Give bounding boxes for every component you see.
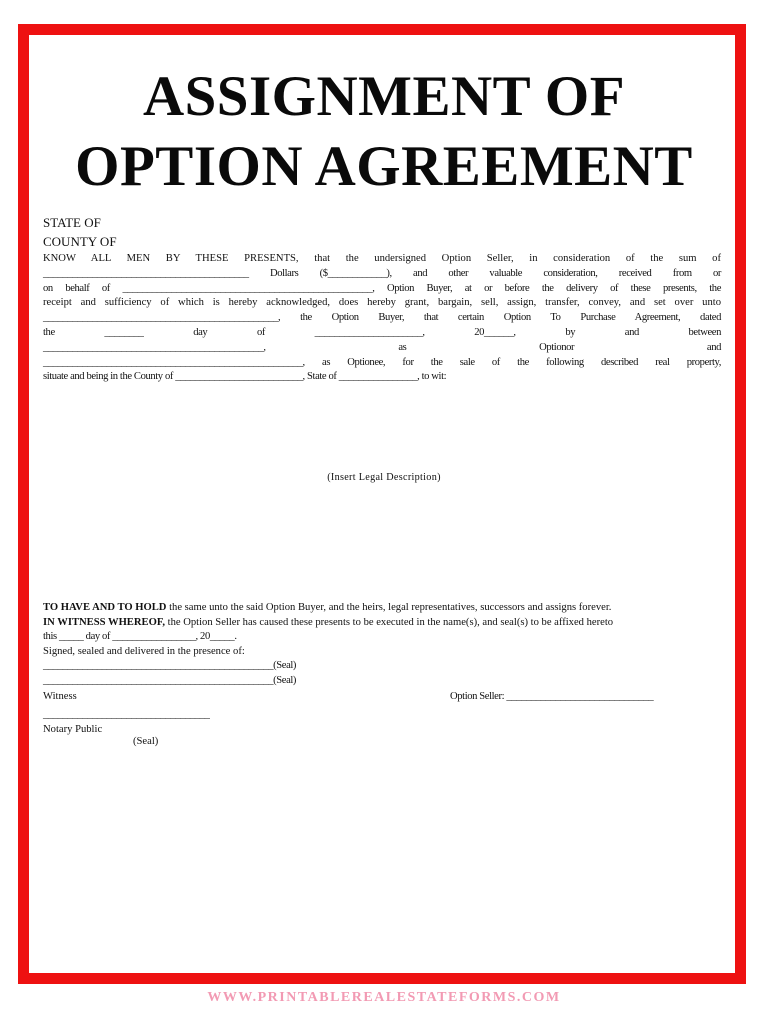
option-seller-signature: Option Seller: ______________________________: [450, 691, 654, 702]
paragraph-line: __________________________________________ Dollars ($____________), and other valuable consideration, received from or: [43, 267, 721, 279]
document-title-line-2: OPTION AGREEMENT: [75, 135, 693, 198]
paragraph-line: _____________________________________________, as Optionor and: [43, 341, 721, 353]
seal-signature-line: _______________________________________________(Seal): [43, 674, 297, 686]
paragraph-line: situate and being in the County of __________________________, State of ________________, to wit:: [43, 371, 447, 383]
notary-label: Notary Public: [43, 723, 103, 735]
habendum-text: the same unto the said Option Buyer, and the heirs, legal representatives, successors and assigns forever.: [166, 602, 612, 613]
insert-legal-description: (Insert Legal Description): [327, 472, 441, 483]
presence-line: Signed, sealed and delivered in the presence of:: [43, 645, 245, 657]
paragraph-line: KNOW ALL MEN BY THESE PRESENTS, that the undersigned Option Seller, in consideration of the sum of: [43, 253, 721, 264]
paragraph-line: the ________ day of ______________________, 20______, by and between: [43, 326, 721, 338]
witness-whereof-line: [43, 616, 723, 631]
execution-date-line: this _____ day of _________________, 20_____.: [43, 631, 237, 643]
notary-block: [43, 708, 210, 737]
county-label: COUNTY OF: [43, 234, 117, 249]
document-title-line-1: ASSIGNMENT OF: [142, 65, 626, 128]
witness-label: Witness: [43, 691, 77, 702]
paragraph-line: receipt and sufficiency of which is hereby acknowledged, does hereby grant, bargain, sell, assign, transfer, convey, and set over unto: [43, 297, 721, 309]
notary-signature-line: __________________________________: [43, 709, 210, 720]
paragraph-line: on behalf of ___________________________________________________, Option Buyer, at or before the delivery of these presents, the: [43, 282, 721, 294]
paragraph-line: ________________________________________________, the Option Buyer, that certain Option To Purchase Agreement, dated: [43, 312, 721, 324]
footer-website: WWW.PRINTABLEREALESTATEFORMS.COM: [207, 990, 561, 1005]
habendum-line: [43, 601, 723, 616]
notary-seal-label: (Seal): [133, 736, 159, 747]
seal-signature-line: _______________________________________________(Seal): [43, 660, 297, 672]
witness-whereof-text: the Option Seller has caused these presents to be executed in the name(s), and seal(s) to be affixed hereto: [164, 616, 614, 628]
closing-block: [43, 601, 723, 689]
witness-whereof-heading: IN WITNESS WHEREOF,: [43, 616, 165, 628]
paragraph-line: _____________________________________________________, as Optionee, for the sale of the following described real property,: [43, 356, 721, 368]
assignment-paragraph: [43, 252, 721, 385]
habendum-heading: TO HAVE AND TO HOLD: [43, 602, 167, 613]
state-label: STATE OF: [43, 215, 101, 230]
